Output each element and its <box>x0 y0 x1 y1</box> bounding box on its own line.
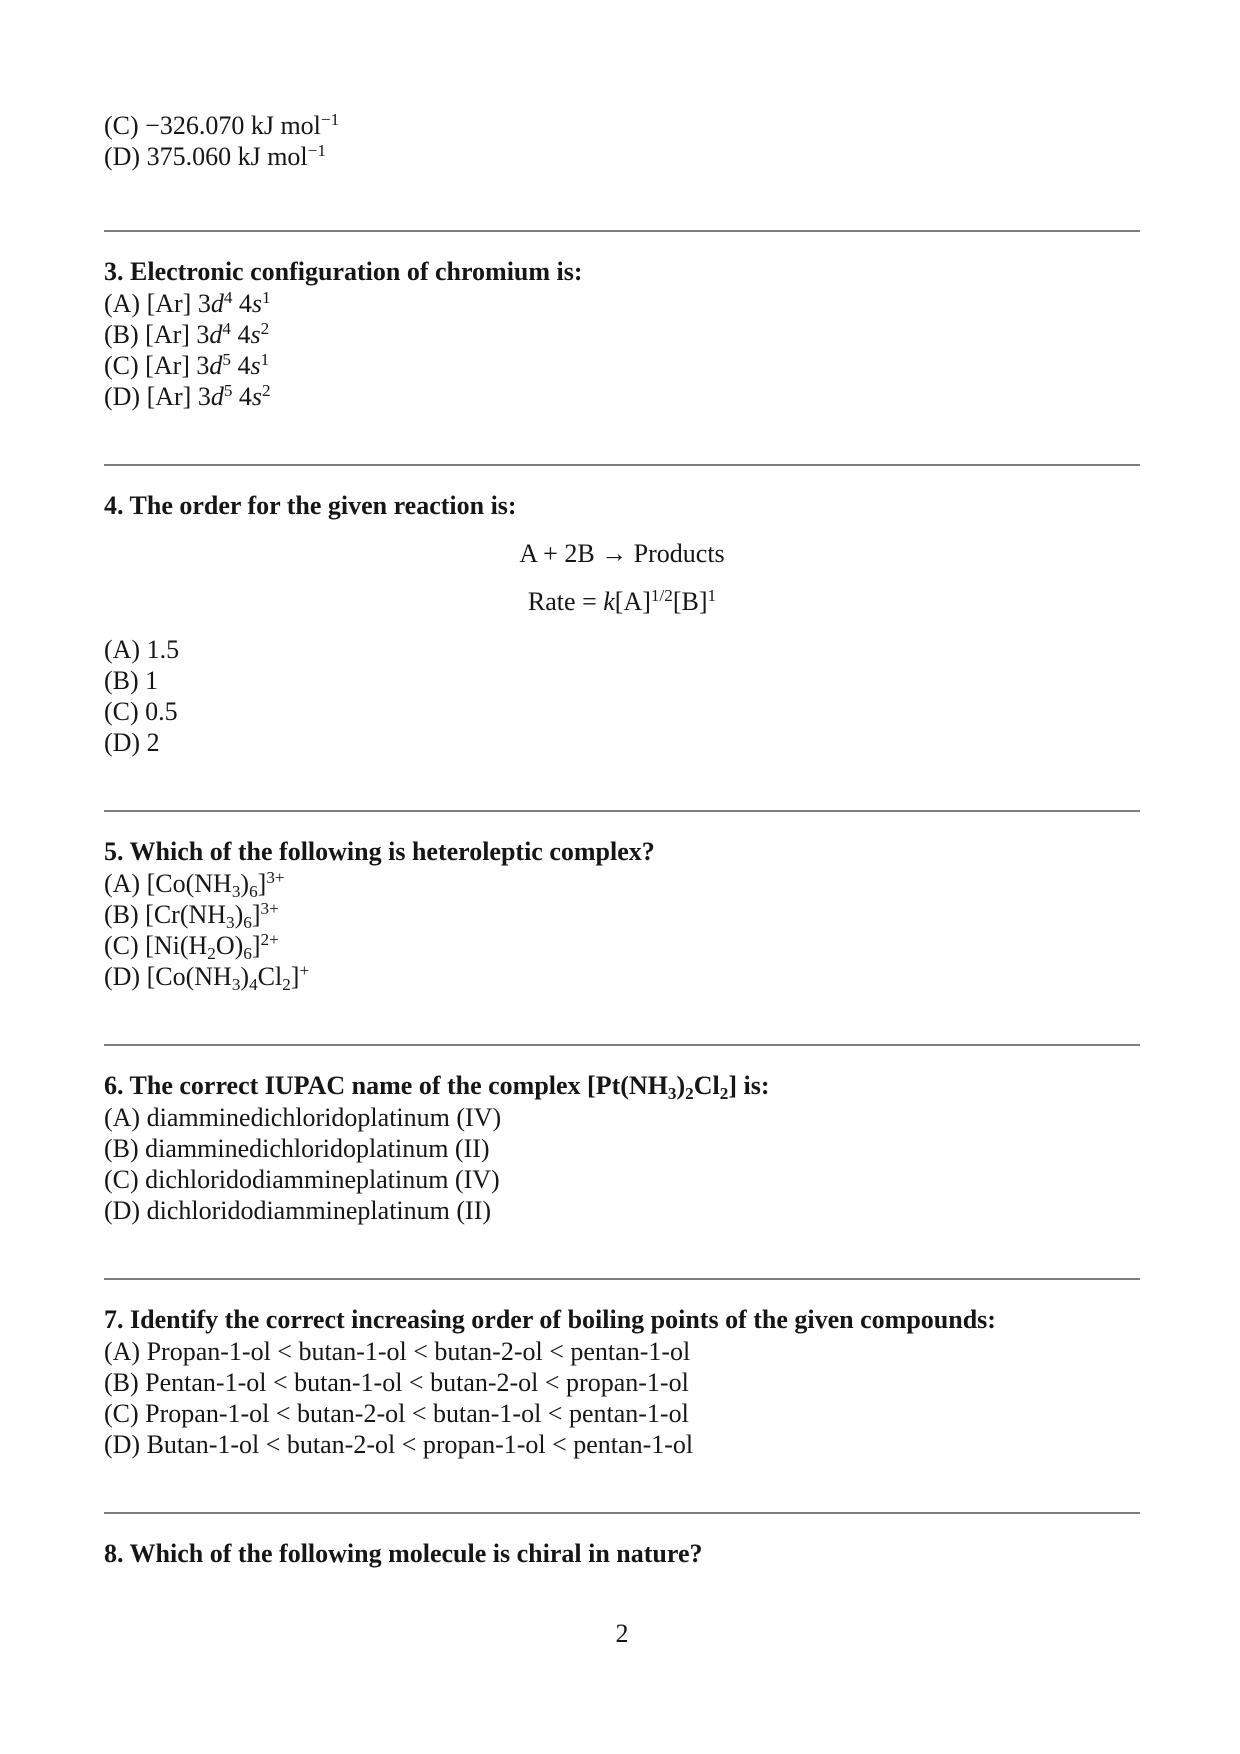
section-divider <box>104 1512 1140 1514</box>
option-line: (B) $[Cr(NH_3)_6]^{3+}$ <box>104 898 279 932</box>
option-line: (A) [Ar] $3d^4$ $4s^1$ <box>104 287 271 318</box>
option-line: (B) 1 <box>104 666 159 695</box>
option-line: (A) Propan-1-ol < butan-1-ol < butan-2-ol < pentan-1-ol <box>104 1337 691 1366</box>
option-line: (C) −326.070 kJ mol$^{-1}$ <box>104 109 340 140</box>
option-line: (C) 0.5 <box>104 697 178 726</box>
option-line: (D) $[Co(NH_3)_4Cl_2]^+$ <box>104 960 310 994</box>
section-divider <box>104 810 1140 812</box>
section-divider <box>104 1278 1140 1280</box>
rate-equation: Rate = $k[A]^{1/2}[B]^1$ <box>527 585 717 616</box>
question-7 <box>104 1304 1140 1460</box>
question-3 <box>104 256 1140 412</box>
page-content <box>104 0 1140 1650</box>
question-8 <box>104 1538 1140 1570</box>
continued-question-options <box>104 110 1140 172</box>
section-divider <box>104 464 1140 466</box>
option-line: (D) Butan-1-ol < butan-2-ol < propan-1-ol < pentan-1-ol <box>104 1430 694 1459</box>
option-line: (A) 1.5 <box>104 635 180 664</box>
option-line: (A) diamminedichloridoplatinum (IV) <box>104 1103 502 1132</box>
option-line: (C) Propan-1-ol < butan-2-ol < butan-1-ol < pentan-1-ol <box>104 1399 689 1428</box>
option-line: (C) [Ar] $3d^5$ $4s^1$ <box>104 349 270 380</box>
equation-block <box>104 538 1140 618</box>
question-heading: 7. Identify the correct increasing order of boiling points of the given compounds: <box>104 1305 996 1334</box>
option-line: (D) 2 <box>104 728 160 757</box>
section-divider <box>104 230 1140 232</box>
question-heading: 3. Electronic configuration of chromium is: <box>104 257 583 286</box>
option-line: (D) [Ar] $3d^5$ $4s^2$ <box>104 380 271 411</box>
option-line: (B) Pentan-1-ol < butan-1-ol < butan-2-ol < propan-1-ol <box>104 1368 689 1397</box>
option-line: (A) $[Co(NH_3)_6]^{3+}$ <box>104 867 285 901</box>
reaction-equation: A + 2B → Products <box>519 539 725 568</box>
option-line: (D) dichloridodiammineplatinum (II) <box>104 1196 492 1225</box>
question-heading: 8. Which of the following molecule is chiral in nature? <box>104 1539 703 1568</box>
question-heading: 6. The correct IUPAC name of the complex $[Pt(NH_3)_2Cl_2]$ is: <box>104 1071 770 1103</box>
options-group <box>104 634 1140 758</box>
section-divider <box>104 1044 1140 1046</box>
question-6 <box>104 1070 1140 1226</box>
option-line: (B) [Ar] $3d^4$ $4s^2$ <box>104 318 270 349</box>
question-5 <box>104 836 1140 992</box>
page-number: 2 <box>615 1619 629 1648</box>
option-line: (C) $[Ni(H_2O)_6]^{2+}$ <box>104 929 279 963</box>
question-heading: 4. The order for the given reaction is: <box>104 491 517 520</box>
option-line: (D) 375.060 kJ mol$^{-1}$ <box>104 140 326 171</box>
option-line: (B) diamminedichloridoplatinum (II) <box>104 1134 490 1163</box>
option-line: (C) dichloridodiammineplatinum (IV) <box>104 1165 500 1194</box>
question-heading: 5. Which of the following is heteroleptic complex? <box>104 837 655 866</box>
question-4 <box>104 490 1140 758</box>
